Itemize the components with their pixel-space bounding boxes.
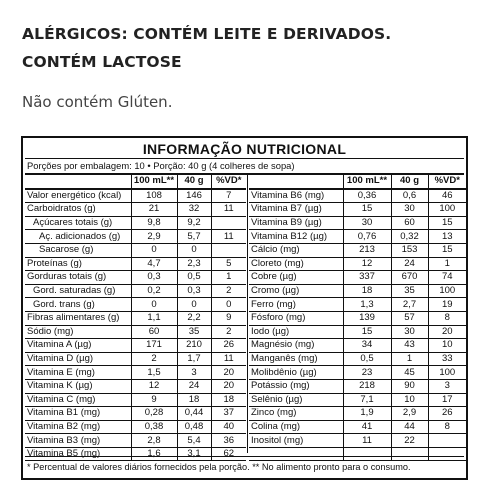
table-row xyxy=(25,366,246,380)
value-per-40g: 670 xyxy=(391,271,428,285)
table-row xyxy=(25,284,246,298)
nutrient-name: Vitamina D (µg) xyxy=(25,352,131,366)
nutrient-name: Carboidratos (g) xyxy=(25,203,131,217)
value-per-40g: 32 xyxy=(177,203,211,217)
table-row xyxy=(249,339,466,353)
daily-value-percent: 17 xyxy=(428,393,466,407)
daily-value-percent: 2 xyxy=(211,325,246,339)
nutrient-name: Vitamina A (µg) xyxy=(25,339,131,353)
nutrient-name: Vitamina E (mg) xyxy=(25,366,131,380)
value-per-40g: 210 xyxy=(177,339,211,353)
nutrient-name: Vitamina K (µg) xyxy=(25,379,131,393)
daily-value-percent: 46 xyxy=(428,189,466,203)
value-per-100ml: 0 xyxy=(131,243,177,257)
table-row xyxy=(249,230,466,244)
nutrient-name: Cobre (µg) xyxy=(249,271,343,285)
value-per-40g: 146 xyxy=(177,189,211,203)
daily-value-percent: 2 xyxy=(211,284,246,298)
daily-value-percent: 36 xyxy=(211,434,246,448)
value-per-100ml: 9,8 xyxy=(131,216,177,230)
nutrient-name: Vitamina C (mg) xyxy=(25,393,131,407)
table-row xyxy=(25,379,246,393)
nutrient-name: Fósforo (mg) xyxy=(249,311,343,325)
value-per-40g: 35 xyxy=(177,325,211,339)
daily-value-percent: 100 xyxy=(428,203,466,217)
table-row xyxy=(249,352,466,366)
daily-value-percent xyxy=(428,447,466,461)
table-row xyxy=(25,447,246,461)
value-per-40g: 30 xyxy=(391,325,428,339)
nutrient-name: Vitamina B9 (µg) xyxy=(249,216,343,230)
nutrient-name: Vitamina B3 (mg) xyxy=(25,434,131,448)
table-row xyxy=(25,339,246,353)
nutrient-name: Fibras alimentares (g) xyxy=(25,311,131,325)
nutrient-name: Proteínas (g) xyxy=(25,257,131,271)
daily-value-percent: 20 xyxy=(211,379,246,393)
nutrient-name: Vitamina B2 (mg) xyxy=(25,420,131,434)
header-daily-value: %VD* xyxy=(211,175,246,189)
table-row xyxy=(249,366,466,380)
table-row xyxy=(25,203,246,217)
table-row xyxy=(25,298,246,312)
nutrition-facts-panel xyxy=(21,136,468,480)
daily-value-percent: 11 xyxy=(211,352,246,366)
table-row xyxy=(249,298,466,312)
nutrient-name: Valor energético (kcal) xyxy=(25,189,131,203)
daily-value-percent xyxy=(211,216,246,230)
value-per-100ml: 337 xyxy=(343,271,391,285)
value-per-40g: 35 xyxy=(391,284,428,298)
value-per-100ml: 12 xyxy=(343,257,391,271)
table-row xyxy=(249,325,466,339)
value-per-40g: 5,4 xyxy=(177,434,211,448)
header-nutrient xyxy=(249,175,343,189)
daily-value-percent xyxy=(428,434,466,448)
value-per-100ml: 1,3 xyxy=(343,298,391,312)
daily-value-percent: 8 xyxy=(428,311,466,325)
value-per-100ml: 34 xyxy=(343,339,391,353)
nutrient-name: Inositol (mg) xyxy=(249,434,343,448)
table-row xyxy=(25,434,246,448)
table-row xyxy=(25,271,246,285)
value-per-100ml xyxy=(343,447,391,461)
daily-value-percent: 1 xyxy=(428,257,466,271)
value-per-100ml: 213 xyxy=(343,243,391,257)
value-per-100ml: 12 xyxy=(131,379,177,393)
value-per-40g: 9,2 xyxy=(177,216,211,230)
table-row xyxy=(25,230,246,244)
daily-value-percent: 62 xyxy=(211,447,246,461)
value-per-40g: 0,44 xyxy=(177,407,211,421)
daily-value-percent: 15 xyxy=(428,216,466,230)
allergen-statement xyxy=(22,20,391,76)
table-row xyxy=(249,216,466,230)
value-per-40g: 0,48 xyxy=(177,420,211,434)
value-per-100ml: 0 xyxy=(131,298,177,312)
value-per-100ml: 0,38 xyxy=(131,420,177,434)
daily-value-percent: 3 xyxy=(428,379,466,393)
nutrition-table-left xyxy=(25,175,246,461)
value-per-40g xyxy=(391,447,428,461)
nutrient-name: Vitamina B12 (µg) xyxy=(249,230,343,244)
footnote: * Percentual de valores diários fornecidos pela porção. ** No alimento pronto para o consumo. xyxy=(27,462,411,472)
value-per-100ml: 2 xyxy=(131,352,177,366)
value-per-40g: 0,32 xyxy=(391,230,428,244)
daily-value-percent: 37 xyxy=(211,407,246,421)
nutrient-name: Vitamina B5 (mg) xyxy=(25,447,131,461)
table-row xyxy=(25,393,246,407)
table-header-row xyxy=(25,175,246,189)
table-row xyxy=(249,434,466,448)
nutrient-name: Vitamina B7 (µg) xyxy=(249,203,343,217)
value-per-40g: 10 xyxy=(391,393,428,407)
nutrient-name: Potássio (mg) xyxy=(249,379,343,393)
value-per-100ml: 108 xyxy=(131,189,177,203)
value-per-40g: 44 xyxy=(391,420,428,434)
header-per-100ml: 100 mL** xyxy=(131,175,177,189)
value-per-40g: 1,7 xyxy=(177,352,211,366)
nutrient-name: Vitamina B1 (mg) xyxy=(25,407,131,421)
daily-value-percent: 100 xyxy=(428,284,466,298)
value-per-40g: 24 xyxy=(177,379,211,393)
table-row xyxy=(249,393,466,407)
value-per-100ml: 0,28 xyxy=(131,407,177,421)
footnote-divider xyxy=(25,456,464,457)
value-per-40g: 3,1 xyxy=(177,447,211,461)
nutrient-name: Açúcares totais (g) xyxy=(25,216,131,230)
daily-value-percent: 11 xyxy=(211,230,246,244)
header-per-40g: 40 g xyxy=(177,175,211,189)
value-per-40g: 45 xyxy=(391,366,428,380)
allergen-line-1: ALÉRGICOS: CONTÉM LEITE E DERIVADOS. xyxy=(22,25,392,43)
table-row xyxy=(249,407,466,421)
value-per-100ml: 11 xyxy=(343,434,391,448)
value-per-40g: 3 xyxy=(177,366,211,380)
table-row xyxy=(249,379,466,393)
value-per-100ml: 18 xyxy=(343,284,391,298)
value-per-100ml: 0,3 xyxy=(131,271,177,285)
nutrient-name: Aç. adicionados (g) xyxy=(25,230,131,244)
value-per-40g: 5,7 xyxy=(177,230,211,244)
value-per-40g: 22 xyxy=(391,434,428,448)
value-per-40g: 1 xyxy=(391,352,428,366)
header-per-100ml: 100 mL** xyxy=(343,175,391,189)
value-per-40g: 0 xyxy=(177,298,211,312)
daily-value-percent: 33 xyxy=(428,352,466,366)
header-daily-value: %VD* xyxy=(428,175,466,189)
nutrient-name xyxy=(249,447,343,461)
daily-value-percent: 19 xyxy=(428,298,466,312)
table-row xyxy=(25,257,246,271)
daily-value-percent: 18 xyxy=(211,393,246,407)
table-row xyxy=(25,189,246,203)
nutrient-name: Selênio (µg) xyxy=(249,393,343,407)
serving-info: Porções por embalagem: 10 • Porção: 40 g (4 colheres de sopa) xyxy=(25,158,464,175)
value-per-100ml: 15 xyxy=(343,203,391,217)
nutrient-name: Gord. trans (g) xyxy=(25,298,131,312)
value-per-100ml: 1,6 xyxy=(131,447,177,461)
table-row xyxy=(25,243,246,257)
value-per-100ml: 41 xyxy=(343,420,391,434)
table-row xyxy=(249,257,466,271)
nutrient-name: Zinco (mg) xyxy=(249,407,343,421)
daily-value-percent: 40 xyxy=(211,420,246,434)
value-per-40g: 57 xyxy=(391,311,428,325)
daily-value-percent: 20 xyxy=(428,325,466,339)
table-row xyxy=(249,420,466,434)
nutrient-name: Molibdênio (µg) xyxy=(249,366,343,380)
table-row xyxy=(25,352,246,366)
value-per-40g: 2,2 xyxy=(177,311,211,325)
value-per-100ml: 139 xyxy=(343,311,391,325)
nutrient-name: Cálcio (mg) xyxy=(249,243,343,257)
daily-value-percent: 26 xyxy=(428,407,466,421)
value-per-100ml: 1,5 xyxy=(131,366,177,380)
daily-value-percent: 0 xyxy=(211,298,246,312)
value-per-100ml: 1,1 xyxy=(131,311,177,325)
daily-value-percent xyxy=(211,243,246,257)
value-per-100ml: 7,1 xyxy=(343,393,391,407)
table-row xyxy=(249,203,466,217)
gluten-note: Não contém Glúten. xyxy=(22,93,173,111)
nutrient-name: Ferro (mg) xyxy=(249,298,343,312)
value-per-100ml: 0,5 xyxy=(343,352,391,366)
table-row xyxy=(25,407,246,421)
value-per-100ml: 9 xyxy=(131,393,177,407)
nutrient-name: Sódio (mg) xyxy=(25,325,131,339)
value-per-100ml: 0,76 xyxy=(343,230,391,244)
value-per-100ml: 15 xyxy=(343,325,391,339)
table-row xyxy=(25,216,246,230)
value-per-40g: 2,9 xyxy=(391,407,428,421)
value-per-100ml: 2,8 xyxy=(131,434,177,448)
value-per-40g: 60 xyxy=(391,216,428,230)
table-row xyxy=(25,420,246,434)
value-per-40g: 24 xyxy=(391,257,428,271)
allergen-line-2: CONTÉM LACTOSE xyxy=(22,53,182,71)
value-per-40g: 0,6 xyxy=(391,189,428,203)
daily-value-percent: 11 xyxy=(211,203,246,217)
table-row xyxy=(249,447,466,461)
value-per-40g: 43 xyxy=(391,339,428,353)
value-per-100ml: 23 xyxy=(343,366,391,380)
value-per-40g: 2,3 xyxy=(177,257,211,271)
value-per-40g: 0 xyxy=(177,243,211,257)
nutrient-name: Magnésio (mg) xyxy=(249,339,343,353)
value-per-40g: 0,3 xyxy=(177,284,211,298)
nutrient-name: Iodo (µg) xyxy=(249,325,343,339)
daily-value-percent: 5 xyxy=(211,257,246,271)
nutrition-title: INFORMAÇÃO NUTRICIONAL xyxy=(142,141,347,157)
header-per-40g: 40 g xyxy=(391,175,428,189)
nutrient-name: Gord. saturadas (g) xyxy=(25,284,131,298)
table-row xyxy=(249,311,466,325)
daily-value-percent: 26 xyxy=(211,339,246,353)
nutrient-name: Cromo (µg) xyxy=(249,284,343,298)
daily-value-percent: 8 xyxy=(428,420,466,434)
value-per-100ml: 21 xyxy=(131,203,177,217)
value-per-100ml: 1,9 xyxy=(343,407,391,421)
table-header-row xyxy=(249,175,466,189)
nutrient-name: Gorduras totais (g) xyxy=(25,271,131,285)
value-per-100ml: 2,9 xyxy=(131,230,177,244)
table-row xyxy=(25,311,246,325)
table-row xyxy=(249,271,466,285)
value-per-40g: 0,5 xyxy=(177,271,211,285)
column-divider xyxy=(247,175,248,453)
value-per-40g: 30 xyxy=(391,203,428,217)
table-row xyxy=(249,189,466,203)
value-per-100ml: 0,36 xyxy=(343,189,391,203)
value-per-100ml: 60 xyxy=(131,325,177,339)
daily-value-percent: 74 xyxy=(428,271,466,285)
table-row xyxy=(249,243,466,257)
value-per-40g: 2,7 xyxy=(391,298,428,312)
nutrient-name: Colina (mg) xyxy=(249,420,343,434)
value-per-40g: 153 xyxy=(391,243,428,257)
daily-value-percent: 10 xyxy=(428,339,466,353)
daily-value-percent: 15 xyxy=(428,243,466,257)
daily-value-percent: 13 xyxy=(428,230,466,244)
value-per-40g: 90 xyxy=(391,379,428,393)
value-per-100ml: 218 xyxy=(343,379,391,393)
nutrient-name: Sacarose (g) xyxy=(25,243,131,257)
value-per-100ml: 4,7 xyxy=(131,257,177,271)
value-per-100ml: 0,2 xyxy=(131,284,177,298)
nutrient-name: Vitamina B6 (mg) xyxy=(249,189,343,203)
nutrition-table-right xyxy=(249,175,466,461)
table-row xyxy=(25,325,246,339)
value-per-100ml: 30 xyxy=(343,216,391,230)
daily-value-percent: 7 xyxy=(211,189,246,203)
daily-value-percent: 9 xyxy=(211,311,246,325)
header-nutrient xyxy=(25,175,131,189)
value-per-40g: 18 xyxy=(177,393,211,407)
daily-value-percent: 100 xyxy=(428,366,466,380)
value-per-100ml: 171 xyxy=(131,339,177,353)
nutrient-name: Cloreto (mg) xyxy=(249,257,343,271)
daily-value-percent: 20 xyxy=(211,366,246,380)
nutrient-name: Manganês (mg) xyxy=(249,352,343,366)
daily-value-percent: 1 xyxy=(211,271,246,285)
table-row xyxy=(249,284,466,298)
